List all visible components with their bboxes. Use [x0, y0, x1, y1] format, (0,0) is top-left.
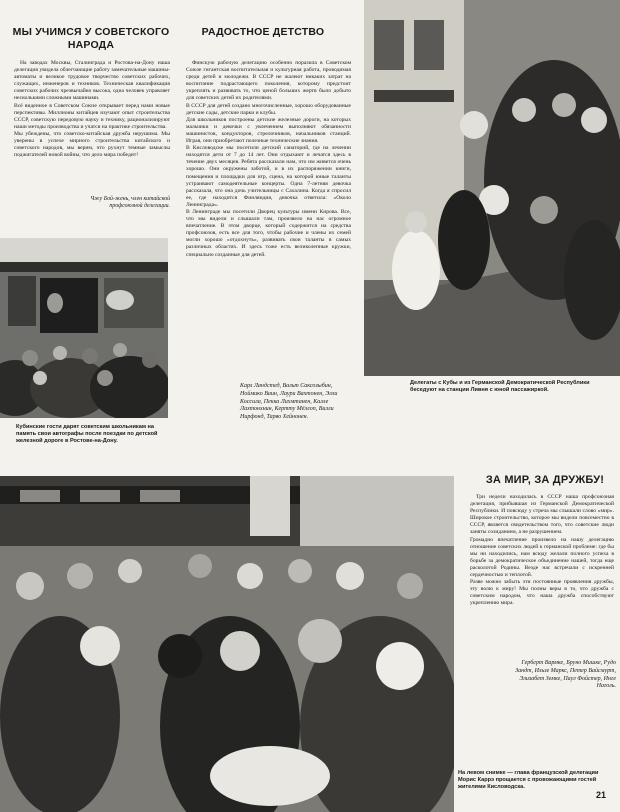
article-childhood-body: Финскую рабочую делегацию особенно поразила в Советском Союзе гигантская воспитательная и культурная работа, проводимая среди детей и молодежи. В СССР не жалеют никаких затрат на воспитание подрастающего поколения, которому предстоит укреплять и развивать то, что ценой больших жертв было добыто для советских детей их родителями. В СССР для детей создано многочисленные, хорошо оборудованные детские сады, детские парки и клубы. Для школьников построены детские железные дороги, на которых мальчики и девочки с увлечением выполняют обязанности машинистов, кондукторов, стрелочников, начальников станций. Играя, они приобретают полезные технические знания. В Кисловодске мы посетили детский санаторий, где на лечении находятся дети от 7 до 14 лет. Они отдыхают и лечатся здесь в течение двух месяцев. Ребята рассказали нам, что им живется очень хорошо. Они окружены заботой, и в их распоряжении книги, помещения и площадки для игр, сцена, на которой юные таланты устраивают самодеятельные концерты. Одна 7-летняя девочка рассказала, что она дочь учительницы с Сахалина. Когда я спросил ее, где находится Финляндия, девочка ответила: «Около Ленинграда». В Ленинграде мы посетили Дворец культуры имени Кирова. Все, что мы видели и слышали там, произвело на нас огромное впечатление. В этом дворце, который содержится на средства профсоюзов, есть все для того, чтобы рабочие и члены их семей могли хорошо «отдохнуть», развивать свои таланты в самых различных областях. И здесь тоже есть великолепные кружки, специально созданные для детей. [186, 60, 351, 258]
photo-platform-girl-caption: Делегаты с Кубы и из Германской Демократической Республики беседуют на станции Ливня с юной пассажиркой. [410, 380, 590, 393]
heading-for-peace: ЗА МИР, ЗА ДРУЖБУ! [485, 474, 605, 486]
article-we-learn-body: На заводах Москвы, Сталинграда и Ростова-на-Дону наша делегация увидела облегчающие работу замечательные машины-автоматы и великое трудовое творчество советских рабочих, служащих, инженеров и техников. Техническая квалификация советских рабочих чрезвычайно высока, одна человек управляет несколькими сложными машинами. Всё виденное в Советском Союзе открывает перед нами новые перспективы. Миллионы китайцев изучают опыт строительства СССР, советскую передовую науку и технику, рационализируют наши методы производства и учатся на практике строительства. Мы убеждены, что советско-китайская дружба нерушима. Мы уверены в успехе мирного строительства китайского и советского народов, мы верим, что рухнут темные замыслы поджигателей новой войны, что дело мира победит! [14, 60, 170, 159]
article-we-learn-signature: Чжу Бой-жень, член китайской профсоюзной делегации. [90, 196, 170, 210]
heading-joyful-childhood: РАДОСТНОЕ ДЕТСТВО [201, 26, 325, 38]
page-number: 21 [596, 790, 607, 800]
photo-platform-girl [364, 0, 620, 376]
photo-farewell-image [0, 476, 454, 812]
photo-cuban-guests-autographs [0, 238, 168, 418]
article-peace-signatures: Герберт Вармке, Бруно Мишке, Рудо Зандт, Ильзе Маркс, Петер Вайсмурт, Элизабет Земке, Паул Фойстер, Инге Наголь. [515, 660, 616, 690]
photo-platform-girl-image [364, 0, 620, 376]
photo-cuban-guests-caption: Кубинские гости дарят советским школьникам на память свои автографы после поездки по детской железной дороге в Ростове-на-Дону. [16, 424, 158, 444]
photo-farewell-caption: На левом снимке — глава французской делегации Морис Каррэ прощается с провожающими гостей жителями Кисловодска. [458, 770, 599, 790]
photo-cuban-guests-image [0, 238, 168, 418]
heading-we-learn: МЫ УЧИМСЯ У СОВЕТСКОГО НАРОДА [12, 26, 170, 51]
article-childhood-signatures: Карл Ландстед, Вальт Саксозыбин, Ноймико Ваин, Лаури Вахтонен, Элли Коссила, Пекка Лихмтанен, Калле Лахтонхнин, Кертту Мёллоп, Вилли Нирфонд, Тарво Хейнонен. [240, 383, 338, 421]
article-peace-body: Три недели находилась в СССР наша профсоюзная делегация, прибывшая из Германской Демократической Республики. И повсюду у стреча мы слышали слово «мир». Широкое строительство, которое мы видели повсеместно в СССР, является свидетельством того, что советские люди заняты созиданием, а не разрушением. Громадно впечатление произвело на нашу делегацию отношение советских людей к германской проблеме: где бы мы ни находились, нам всюду желали полного успеха в борьбе за демократическое объединение нашей, тогда еще расколотой Родины. Везде нас встречали с искренней сердечностью и теплотой. Разве можно забыть эти постоянные проявления дружбы, эту волю к миру! Мы полны веры в то, что дружба с советским народом, что наша дружба способствуют укреплению мира. [470, 494, 614, 607]
photo-farewell-kislovodsk [0, 476, 454, 812]
